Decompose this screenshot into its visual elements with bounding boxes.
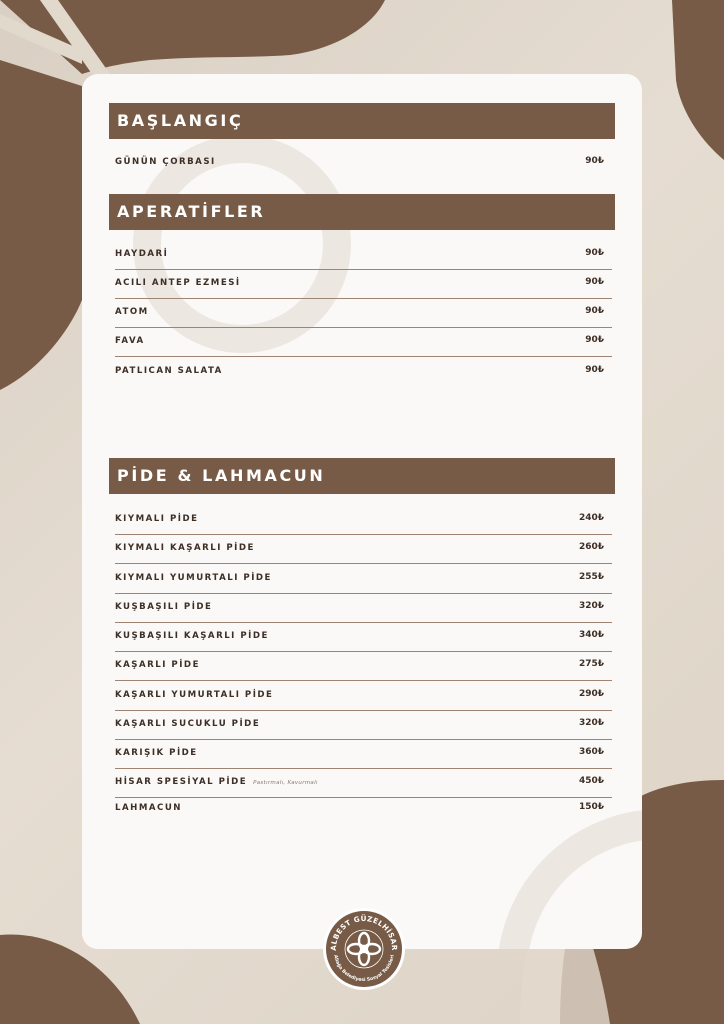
- menu-item-row: [115, 298, 612, 328]
- menu-item-price: 290₺: [578, 689, 604, 699]
- menu-item-row: [115, 794, 612, 823]
- menu-item-row: [115, 564, 612, 594]
- brand-logo: [322, 907, 406, 991]
- menu-item-name: KARIŞIK PİDE: [115, 748, 198, 758]
- menu-item-row: [115, 357, 612, 386]
- menu-item-row: [115, 148, 612, 177]
- menu-item-row: [115, 739, 612, 769]
- menu-item-price: 90₺: [585, 248, 604, 258]
- menu-item-row: [115, 622, 612, 652]
- menu-card: [82, 74, 642, 949]
- menu-item-name: PATLICAN SALATA: [115, 366, 223, 376]
- menu-item-name: KAŞARLI PİDE: [115, 660, 200, 670]
- menu-item-price: 90₺: [585, 277, 604, 287]
- menu-item-price: 255₺: [578, 572, 604, 582]
- menu-item-name: ACILI ANTEP EZMESİ: [115, 278, 241, 288]
- menu-item-row: [115, 269, 612, 299]
- menu-item-row: [115, 681, 612, 711]
- menu-item-price: 90₺: [585, 335, 604, 345]
- menu-item-price: 240₺: [578, 513, 604, 523]
- menu-item-row: [115, 327, 612, 357]
- menu-item-name: KAŞARLI SUCUKLU PİDE: [115, 719, 261, 729]
- menu-item-name: HAYDARİ: [115, 249, 169, 259]
- menu-item-price: 275₺: [578, 659, 604, 669]
- menu-item-price: 320₺: [578, 601, 604, 611]
- menu-item-name-text: HİSAR SPESİYAL PİDE: [115, 777, 248, 787]
- menu-item-name: FAVA: [115, 336, 145, 346]
- menu-item-price: 320₺: [578, 718, 604, 728]
- menu-item-price: 360₺: [578, 747, 604, 757]
- logo-top-text: ALBEST GÜZELHİSAR: [328, 913, 400, 951]
- menu-item-row: [115, 593, 612, 623]
- menu-item-name: KUŞBAŞILI KAŞARLI PİDE: [115, 631, 269, 641]
- menu-item-name: GÜNÜN ÇORBASI: [115, 157, 216, 167]
- menu-item-note: Pastırmalı, Kavurmalı: [253, 780, 318, 786]
- menu-item-price: 260₺: [578, 542, 604, 552]
- menu-item-name: KIYMALI PİDE: [115, 514, 199, 524]
- menu-item-row: [115, 710, 612, 740]
- menu-item-price: 340₺: [578, 630, 604, 640]
- menu-item-row: [115, 505, 612, 535]
- section-header-aperatifler: APERATİFLER: [109, 194, 615, 230]
- menu-item-name: KIYMALI KAŞARLI PİDE: [115, 543, 255, 553]
- menu-item-price: 90₺: [585, 365, 604, 375]
- menu-item-name: ATOM: [115, 307, 149, 317]
- menu-item-name: [115, 777, 318, 787]
- menu-item-price: 90₺: [585, 306, 604, 316]
- menu-item-row: [115, 651, 612, 681]
- logo-bottom-text: Aliağa Belediyesi Sosyal Tesisleri: [332, 954, 396, 984]
- section-header-baslangic: BAŞLANGIÇ: [109, 103, 615, 139]
- menu-item-name: KIYMALI YUMURTALI PİDE: [115, 573, 272, 583]
- menu-item-row: [115, 240, 612, 270]
- menu-item-row: [115, 534, 612, 564]
- menu-item-price: 150₺: [578, 802, 604, 812]
- menu-item-name: KAŞARLI YUMURTALI PİDE: [115, 690, 274, 700]
- menu-item-price: 90₺: [585, 156, 604, 166]
- menu-item-name: KUŞBAŞILI PİDE: [115, 602, 213, 612]
- section-header-pide-lahmacun: PİDE & LAHMACUN: [109, 458, 615, 494]
- menu-item-price: 450₺: [578, 776, 604, 786]
- menu-item-name: LAHMACUN: [115, 803, 182, 813]
